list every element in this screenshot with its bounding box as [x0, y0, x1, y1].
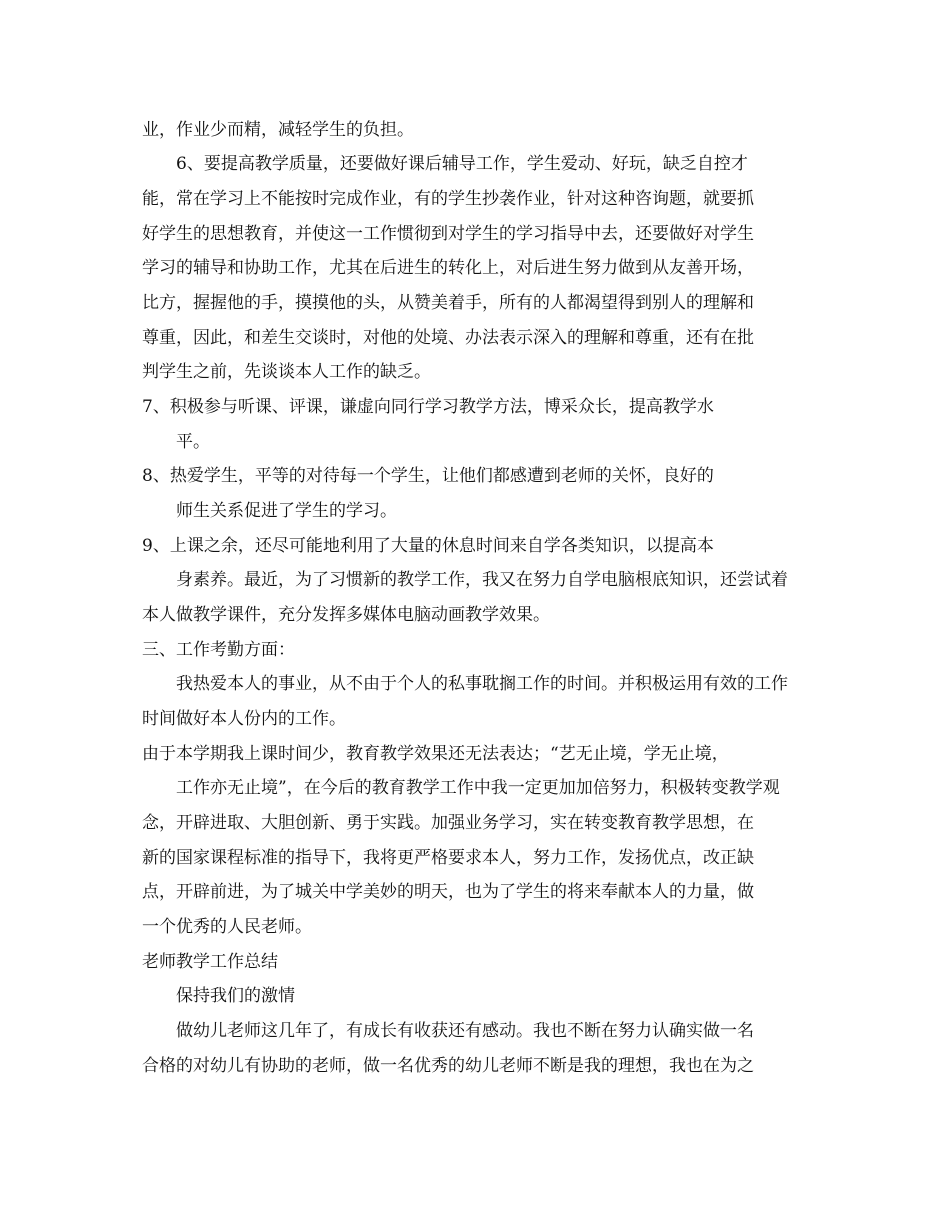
text-line: 做幼儿老师这几年了，有成长有收获还有感动。我也不断在努力认确实做一名 [176, 1021, 754, 1041]
text-line: 我热爱本人的事业，从不由于个人的私事耽搁工作的时间。并积极运用有效的工作 [176, 674, 788, 694]
text-line: 身素养。最近，为了习惯新的教学工作，我又在努力自学电脑根底知识，还尝试着 [176, 570, 788, 590]
text-line: 平。 [176, 432, 210, 452]
text-line: 合格的对幼儿有协助的老师，做一名优秀的幼儿老师不断是我的理想，我也在为之 [142, 1056, 754, 1076]
text-line: 新的国家课程标准的指导下，我将更严格要求本人，努力工作，发扬优点，改正缺 [142, 848, 754, 868]
text-line: 能，常在学习上不能按时完成作业，有的学生抄袭作业，针对这种咨询题，就要抓 [142, 189, 754, 209]
text-line: 学习的辅导和协助工作，尤其在后进生的转化上，对后进生努力做到从友善开场， [142, 258, 754, 278]
text-line: 老师教学工作总结 [142, 952, 278, 972]
text-line: 8、热爱学生，平等的对待每一个学生，让他们都感遭到老师的关怀，良好的 [142, 466, 714, 486]
text-line: 7、积极参与听课、评课，谦虚向同行学习教学方法，博采众长，提高教学水 [142, 397, 714, 417]
text-line: 6、要提高教学质量，还要做好课后辅导工作，学生爱动、好玩，缺乏自控才 [176, 154, 748, 174]
text-line: 师生关系促进了学生的学习。 [176, 501, 397, 521]
text-line: 保持我们的激情 [176, 986, 295, 1006]
text-line: 本人做教学课件，充分发挥多媒体电脑动画教学效果。 [142, 605, 550, 625]
text-line: 比方，握握他的手，摸摸他的头，从赞美着手，所有的人都渴望得到别人的理解和 [142, 293, 754, 313]
text-line: 点，开辟前进，为了城关中学美妙的明天，也为了学生的将来奉献本人的力量，做 [142, 882, 754, 902]
text-line: 三、工作考勤方面： [142, 640, 295, 660]
text-line: 业，作业少而精，减轻学生的负担。 [142, 120, 414, 140]
text-line: 时间做好本人份内的工作。 [142, 709, 346, 729]
text-line: 由于本学期我上课时间少，教育教学效果还无法表达；“艺无止境，学无止境， [142, 744, 729, 764]
text-line: 念，开辟进取、大胆创新、勇于实践。加强业务学习，实在转变教育教学思想，在 [142, 813, 754, 833]
text-line: 尊重，因此，和差生交谈时，对他的处境、办法表示深入的理解和尊重，还有在批 [142, 328, 754, 348]
text-line: 9、上课之余，还尽可能地利用了大量的休息时间来自学各类知识，以提高本 [142, 536, 714, 556]
text-line: 工作亦无止境”，在今后的教育教学工作中我一定更加加倍努力，积极转变教学观 [176, 778, 780, 798]
text-line: 判学生之前，先谈谈本人工作的缺乏。 [142, 362, 431, 382]
text-line: 一个优秀的人民老师。 [142, 917, 312, 937]
text-line: 好学生的思想教育，并使这一工作惯彻到对学生的学习指导中去，还要做好对学生 [142, 224, 754, 244]
